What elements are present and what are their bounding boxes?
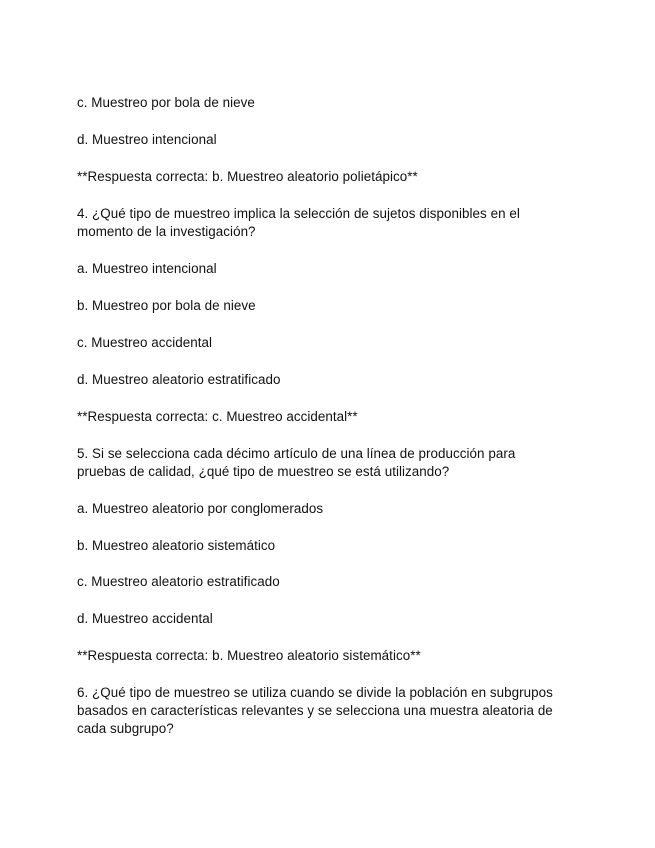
answer-q5: **Respuesta correcta: b. Muestreo aleatorio sistemático**	[77, 648, 421, 663]
option-c-q3: c. Muestreo por bola de nieve	[77, 95, 255, 110]
question-4-line-1: 4. ¿Qué tipo de muestreo implica la selección de sujetos disponibles en el	[77, 206, 520, 221]
option-d-q4: d. Muestreo aleatorio estratificado	[77, 372, 281, 387]
option-d-q5: d. Muestreo accidental	[77, 611, 213, 626]
question-5-line-2: pruebas de calidad, ¿qué tipo de muestreo se está utilizando?	[77, 464, 450, 479]
question-4-line-2: momento de la investigación?	[77, 224, 256, 239]
answer-q4: **Respuesta correcta: c. Muestreo accidental**	[77, 409, 358, 424]
option-c-q4: c. Muestreo accidental	[77, 335, 213, 350]
answer-q3: **Respuesta correcta: b. Muestreo aleatorio polietápico**	[77, 169, 418, 184]
question-6-line-1: 6. ¿Qué tipo de muestreo se utiliza cuando se divide la población en subgrupos	[77, 685, 553, 700]
option-d-q3: d. Muestreo intencional	[77, 132, 217, 147]
option-a-q4: a. Muestreo intencional	[77, 261, 217, 276]
option-b-q4: b. Muestreo por bola de nieve	[77, 298, 256, 313]
option-c-q5: c. Muestreo aleatorio estratificado	[77, 574, 280, 589]
question-6-line-3: cada subgrupo?	[77, 721, 174, 736]
question-6-line-2: basados en características relevantes y se selecciona una muestra aleatoria de	[77, 703, 553, 718]
option-a-q5: a. Muestreo aleatorio por conglomerados	[77, 501, 324, 516]
option-b-q5: b. Muestreo aleatorio sistemático	[77, 538, 276, 553]
question-5-line-1: 5. Si se selecciona cada décimo artículo de una línea de producción para	[77, 446, 516, 461]
